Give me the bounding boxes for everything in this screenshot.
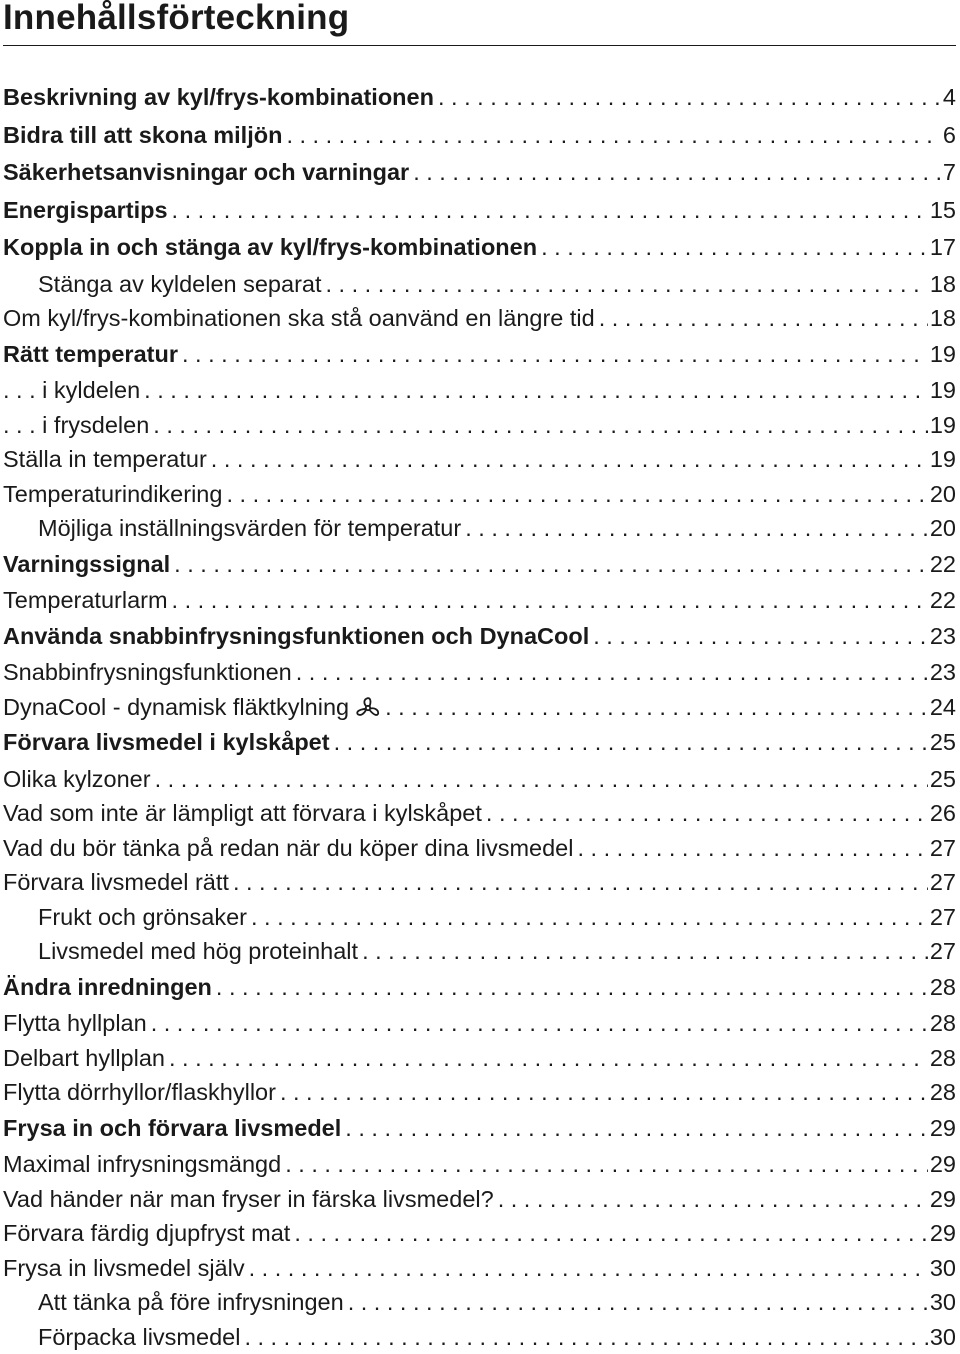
toc-leader-dots (599, 301, 928, 336)
toc-leader-dots (151, 1006, 928, 1041)
toc-entry-label: Förvara färdig djupfryst mat (3, 1216, 290, 1251)
table-of-contents (3, 79, 956, 1354)
toc-leader-dots (385, 690, 928, 725)
toc-page-number: 15 (930, 192, 956, 230)
toc-entry-label: Använda snabbinfrysningsfunktionen och DynaCool (3, 618, 589, 656)
toc-leader-dots (244, 1320, 927, 1354)
toc-leader-dots (348, 1285, 928, 1320)
toc-entry[interactable] (3, 1320, 956, 1354)
toc-leader-dots (280, 1075, 928, 1110)
toc-leader-dots (413, 154, 941, 192)
toc-page-number: 28 (930, 1075, 956, 1110)
toc-entry-label: Om kyl/frys-kombinationen ska stå oanvänd en längre tid (3, 301, 595, 336)
fan-icon (355, 696, 381, 718)
toc-entry-label: Vad du bör tänka på redan när du köper dina livsmedel (3, 831, 573, 866)
toc-entry-label: Temperaturlarm (3, 583, 168, 618)
toc-leader-dots (144, 373, 928, 408)
toc-entry-label: Olika kylzoner (3, 762, 151, 797)
toc-entry-label: Flytta dörrhyllor/flaskhyllor (3, 1075, 276, 1110)
toc-page-number: 30 (930, 1251, 956, 1286)
toc-entry[interactable] (3, 267, 956, 302)
toc-page-number: 19 (930, 408, 956, 443)
toc-page-number: 27 (930, 831, 956, 866)
toc-entry[interactable] (3, 796, 956, 831)
toc-page-number: 23 (930, 655, 956, 690)
toc-entry-label: Ställa in temperatur (3, 442, 207, 477)
toc-leader-dots (169, 1041, 928, 1076)
toc-page-number: 29 (930, 1182, 956, 1217)
toc-entry[interactable] (3, 1251, 956, 1286)
toc-entry-label: . . . i kyldelen (3, 373, 140, 408)
toc-leader-dots (249, 1251, 928, 1286)
toc-entry-label: Snabbinfrysningsfunktionen (3, 655, 292, 690)
toc-page-number: 18 (930, 267, 956, 302)
toc-entry[interactable] (3, 1285, 956, 1320)
toc-page-number: 27 (930, 900, 956, 935)
toc-leader-dots (362, 934, 928, 969)
toc-leader-dots (345, 1110, 928, 1148)
toc-entry[interactable] (3, 546, 956, 584)
toc-entry-label: Vad händer när man fryser in färska livsmedel? (3, 1182, 494, 1217)
toc-entry-label: Energispartips (3, 192, 168, 230)
toc-entry[interactable] (3, 154, 956, 192)
toc-entry-label: Säkerhetsanvisningar och varningar (3, 154, 409, 192)
toc-page-number: 27 (930, 865, 956, 900)
toc-entry-label: Frukt och grönsaker (38, 900, 247, 935)
toc-entry-label (3, 690, 381, 725)
toc-entry[interactable] (3, 477, 956, 512)
toc-entry-label: Koppla in och stänga av kyl/frys-kombinationen (3, 229, 537, 267)
toc-page-number: 6 (943, 117, 956, 155)
toc-entry-label: Förpacka livsmedel (38, 1320, 240, 1354)
toc-entry[interactable] (3, 1006, 956, 1041)
toc-page-number: 22 (930, 546, 956, 584)
toc-entry-text: DynaCool - dynamisk fläktkylning (3, 694, 349, 720)
toc-leader-dots (296, 655, 928, 690)
toc-page-number: 20 (930, 477, 956, 512)
toc-entry-label: Temperaturindikering (3, 477, 222, 512)
toc-entry[interactable] (3, 724, 956, 762)
toc-page-number: 27 (930, 934, 956, 969)
toc-leader-dots (153, 408, 928, 443)
toc-entry-label: Frysa in och förvara livsmedel (3, 1110, 341, 1148)
toc-entry-label: Delbart hyllplan (3, 1041, 165, 1076)
toc-entry[interactable] (3, 301, 956, 336)
toc-entry-label: Maximal infrysningsmängd (3, 1147, 281, 1182)
toc-leader-dots (216, 969, 928, 1007)
toc-page-number: 28 (930, 1041, 956, 1076)
toc-leader-dots (286, 117, 940, 155)
title-divider (3, 45, 956, 46)
toc-entry[interactable] (3, 618, 956, 656)
toc-page-number: 28 (930, 969, 956, 1007)
toc-leader-dots (486, 796, 928, 831)
toc-entry-label: Att tänka på före infrysningen (38, 1285, 344, 1320)
toc-entry-label: Bidra till att skona miljön (3, 117, 282, 155)
toc-leader-dots (593, 618, 928, 656)
toc-entry[interactable] (3, 1147, 956, 1182)
toc-entry[interactable] (3, 1075, 956, 1110)
toc-page-number: 22 (930, 583, 956, 618)
toc-page-number: 28 (930, 1006, 956, 1041)
toc-entry-label: Vad som inte är lämpligt att förvara i kylskåpet (3, 796, 482, 831)
toc-page-number: 30 (930, 1285, 956, 1320)
toc-entry-label: Flytta hyllplan (3, 1006, 147, 1041)
toc-leader-dots (155, 762, 928, 797)
toc-page-number: 24 (930, 690, 956, 725)
toc-leader-dots (326, 267, 928, 302)
toc-entry-label: Stänga av kyldelen separat (38, 267, 322, 302)
toc-leader-dots (498, 1182, 928, 1217)
toc-page-number: 19 (930, 336, 956, 374)
toc-page-number: 4 (943, 79, 956, 117)
toc-leader-dots (174, 546, 928, 584)
toc-entry-label: Beskrivning av kyl/frys-kombinationen (3, 79, 434, 117)
toc-entry-label: . . . i frysdelen (3, 408, 149, 443)
toc-entry[interactable] (3, 690, 956, 725)
toc-leader-dots (334, 724, 928, 762)
toc-entry[interactable] (3, 117, 956, 155)
toc-page-number: 30 (930, 1320, 956, 1354)
toc-entry[interactable] (3, 831, 956, 866)
toc-entry[interactable] (3, 408, 956, 443)
toc-leader-dots (211, 442, 928, 477)
toc-page-number: 19 (930, 373, 956, 408)
toc-entry[interactable] (3, 336, 956, 374)
toc-entry[interactable] (3, 900, 956, 935)
toc-leader-dots (233, 865, 928, 900)
toc-entry[interactable] (3, 1110, 956, 1148)
toc-page-number: 17 (930, 229, 956, 267)
toc-entry[interactable] (3, 583, 956, 618)
toc-leader-dots (577, 831, 927, 866)
toc-leader-dots (541, 229, 928, 267)
toc-entry[interactable] (3, 762, 956, 797)
toc-leader-dots (226, 477, 927, 512)
toc-page-number: 20 (930, 511, 956, 546)
toc-page-number: 18 (930, 301, 956, 336)
toc-leader-dots (438, 79, 941, 117)
toc-entry-label: Ändra inredningen (3, 969, 212, 1007)
toc-entry[interactable] (3, 192, 956, 230)
toc-page-number: 25 (930, 762, 956, 797)
page-title: Innehållsförteckning (3, 0, 349, 38)
toc-leader-dots (294, 1216, 928, 1251)
toc-page-number: 7 (943, 154, 956, 192)
toc-leader-dots (251, 900, 928, 935)
toc-entry[interactable] (3, 1182, 956, 1217)
toc-entry-label: Förvara livsmedel rätt (3, 865, 229, 900)
toc-entry[interactable] (3, 373, 956, 408)
toc-page-number: 25 (930, 724, 956, 762)
toc-page-number: 29 (930, 1216, 956, 1251)
toc-entry[interactable] (3, 442, 956, 477)
toc-page-number: 26 (930, 796, 956, 831)
toc-leader-dots (172, 192, 928, 230)
toc-entry[interactable] (3, 934, 956, 969)
toc-entry[interactable] (3, 1216, 956, 1251)
toc-entry-label: Livsmedel med hög proteinhalt (38, 934, 358, 969)
toc-entry-label: Frysa in livsmedel själv (3, 1251, 245, 1286)
toc-entry[interactable] (3, 79, 956, 117)
toc-leader-dots (465, 511, 928, 546)
toc-leader-dots (182, 336, 928, 374)
toc-entry-label: Möjliga inställningsvärden för temperatur (38, 511, 461, 546)
toc-page-number: 29 (930, 1147, 956, 1182)
toc-page-number: 23 (930, 618, 956, 656)
toc-entry[interactable] (3, 511, 956, 546)
toc-entry[interactable] (3, 1041, 956, 1076)
toc-entry[interactable] (3, 655, 956, 690)
toc-entry-label: Förvara livsmedel i kylskåpet (3, 724, 330, 762)
toc-leader-dots (172, 583, 928, 618)
toc-entry[interactable] (3, 865, 956, 900)
toc-page-number: 29 (930, 1110, 956, 1148)
toc-entry[interactable] (3, 229, 956, 267)
toc-page-number: 19 (930, 442, 956, 477)
toc-entry[interactable] (3, 969, 956, 1007)
toc-entry-label: Rätt temperatur (3, 336, 178, 374)
toc-leader-dots (285, 1147, 928, 1182)
toc-entry-label: Varningssignal (3, 546, 170, 584)
